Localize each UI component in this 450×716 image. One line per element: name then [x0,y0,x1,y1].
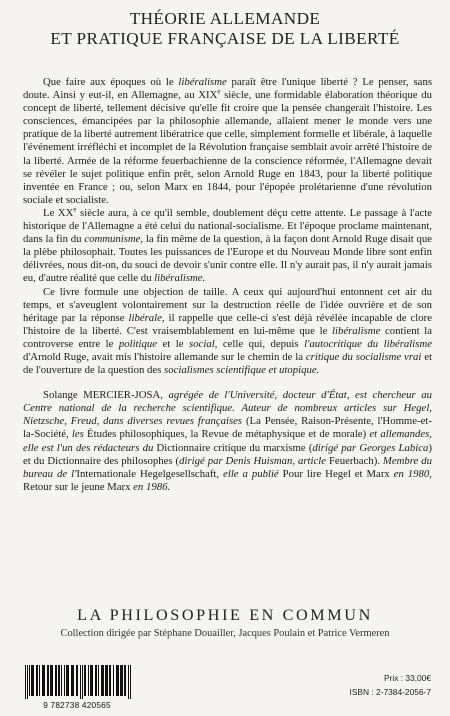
barcode-bar [80,665,81,699]
barcode-bar [124,665,126,696]
book-title [0,9,450,49]
barcode-bar [82,665,83,699]
blurb-paragraph-3: Ce livre formule une objection de taille. A ceux qui aujourd'hui entonnent cet air du temps, et s'aveuglent volontairement sur la destruction réelle de l'idée ouvrière et de son héritage par la réponse libérale, il rappelle que celle-ci s'est déjà révélée incapable de clore l'histoire de la liberté. C'est vraisemblablement en lui-même que le libéralisme contient la controverse entre le politique et le social, celle qui, depuis l'autocritique du libéralisme d'Arnold Ruge, avait mis l'histoire allemande sur le chemin de la critique du socialisme vrai et de l'ouverture de la question des socialismes scientifique et utopique. [23,285,432,377]
isbn-label: ISBN : 2-7384-2056-7 [349,687,431,697]
barcode-bar [130,665,131,699]
barcode-bar [36,665,38,696]
price-block [350,671,431,699]
barcode-bar [64,665,65,696]
barcode-bar [84,665,86,696]
collection-directors: Collection dirigée par Stéphane Douailler, Jacques Poulain et Patrice Vermeren [60,628,390,639]
barcode-bar [88,665,89,696]
barcode-bar [98,665,99,696]
barcode-bar [47,665,49,696]
barcode-bar [95,665,97,696]
barcode-bar [66,665,69,696]
barcode-number: 9 782738 420565 [43,700,111,710]
blurb-paragraph-2: Le XXe siècle aura, à ce qu'il semble, doublement déçu cette attente. Le passage à l'acte historique de l'Allemagne a été celui du national-socialisme. Et l'époque proclame maintenant, dans la fin du communisme, la fin même de la question, à la façon dont Arnold Ruge disait que la plèbe philosophait. Toutes les puissances de l'Europe et du Nouveau Monde libre sont enfin délivrées, nous dit-on, du souci de devoir s'unir contre elle. Il n'y aurait pas, il n'y aurait jamais eu, d'autre réalité que celle du libéralisme. [23,205,432,285]
barcode-bar [101,665,104,696]
barcode-bar [58,665,60,696]
barcode-bar [113,665,114,696]
collection-name: LA PHILOSOPHIE EN COMMUN [77,606,373,624]
barcode-bar [116,665,119,696]
barcode-bar [76,665,78,696]
barcode-bar [71,665,74,696]
title-line-1: THÉORIE ALLEMANDE [129,9,321,28]
barcode-bar [120,665,123,696]
title-line-2: ET PRATIQUE FRANÇAISE DE LA LIBERTÉ [50,29,400,48]
barcode-bar [31,665,34,696]
barcode-image [23,665,131,699]
blurb-paragraph-1: Que faire aux époques où le libéralisme paraît être l'unique liberté ? Le penser, sans doute. Ainsi y eut-il, en Allemagne, au XIXe siècle, une formidable élaboration théorique du concept de liberté, tellement décisive qu'elle fit croire que la pensée changerait l'histoire. Les consciences, émancipées par la philosophie allemande, allaient mener le monde vers une pratique de la liberté autrement libératrice que celle, simplement formelle et libérale, à laquelle l'événement irréfléchi et incomplet de la Révolution française semblait avoir arrêté l'histoire de la liberté. Armée de la réforme feuerbachienne de la conscience réformée, l'Allemagne devait se révéler le sujet politique enfin prêt, selon Arnold Ruge en 1843, pour la liberté politique inventée en France ; ou, selon Marx en 1844, pour l'épopée prolétarienne d'une révolution sociale et socialiste. [23,76,432,206]
barcode-bar [42,665,45,696]
barcode-bar [29,665,30,696]
barcode-bar [50,665,53,696]
collection-block [0,606,450,640]
barcode-bar [128,665,129,699]
price-label: Prix : 33,00€ [383,673,431,683]
barcode [23,665,131,711]
barcode-bar [109,665,111,696]
barcode-bar [27,665,28,699]
barcode-bar [55,665,57,696]
blurb [23,76,432,494]
barcode-bar [105,665,108,696]
barcode-bar [61,665,62,696]
barcode-bar [39,665,40,696]
barcode-bar [25,665,26,699]
author-bio: Solange MERCIER-JOSA, agrégée de l'Université, docteur d'État, est chercheur au Centre national de la recherche scientifique. Auteur de nombreux articles sur Hegel, Nietzsche, Freud, dans diverses revues françaises (La Pensée, Raison-Présente, l'Homme-et-la-Société, les Études philosophiques, la Revue de métaphysique et de morale) et allemandes, elle est l'un des rédacteurs du Dictionnaire critique du marxisme (dirigé par Georges Labica) et du Dictionnaire des philosophes (dirigé par Denis Huisman, article Feuerbach). Membre du bureau de l'Internationale Hegelgesellschaft, elle a publié Pour lire Hegel et Marx en 1980, Retour sur le jeune Marx en 1986. [23,389,432,493]
barcode-bar [90,665,93,696]
